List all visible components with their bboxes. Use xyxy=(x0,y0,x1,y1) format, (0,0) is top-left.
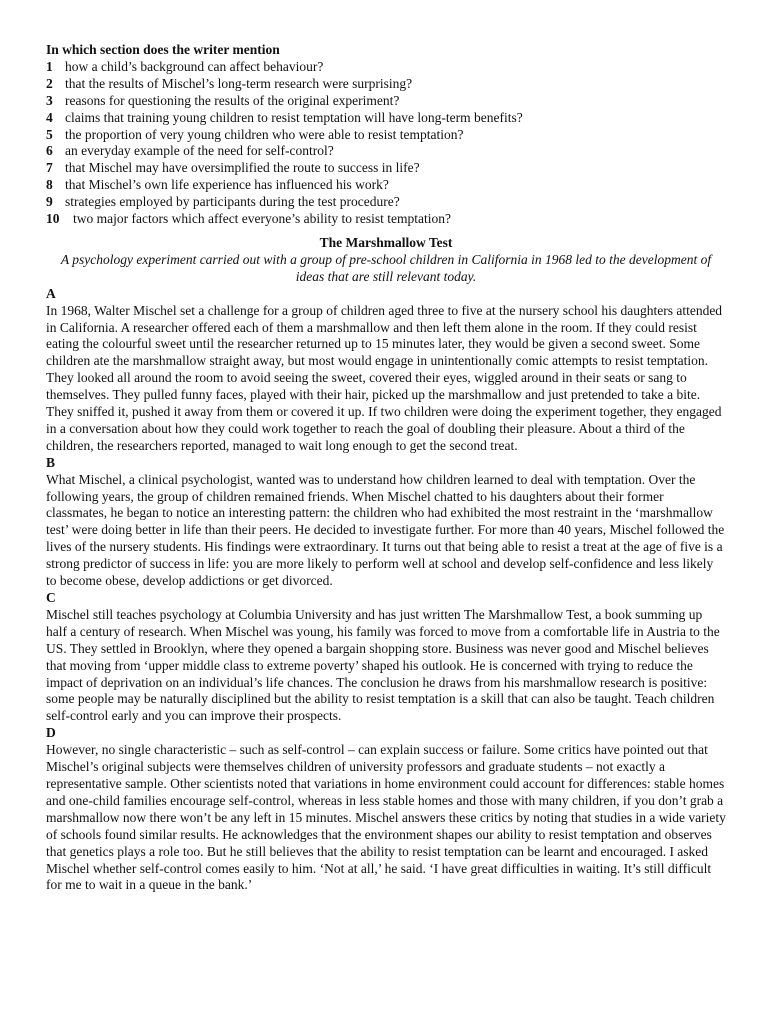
section-letter: C xyxy=(46,590,56,605)
question-item xyxy=(46,211,726,228)
question-item xyxy=(46,127,726,144)
question-number: 3 xyxy=(46,92,53,108)
article xyxy=(46,235,726,894)
question-text: how a child’s background can affect behaviour? xyxy=(65,58,324,74)
question-number: 4 xyxy=(46,109,53,125)
questions-heading: In which section does the writer mention xyxy=(46,42,280,57)
article-section-a xyxy=(46,286,726,455)
question-text: claims that training young children to resist temptation will have long-term benefits? xyxy=(65,109,523,125)
question-number: 6 xyxy=(46,143,53,159)
article-subtitle: A psychology experiment carried out with a group of pre-school children in California in 1968 led to the development of ideas that are still relevant today. xyxy=(60,251,712,284)
question-list xyxy=(46,59,726,228)
article-section-d xyxy=(46,725,726,894)
question-item xyxy=(46,110,726,127)
document-page xyxy=(46,42,726,894)
question-item xyxy=(46,93,726,110)
question-text: the proportion of very young children who were able to resist temptation? xyxy=(65,126,464,142)
question-item xyxy=(46,76,726,93)
section-letter: B xyxy=(46,454,56,470)
section-letter: A xyxy=(46,285,56,301)
question-text: strategies employed by participants during the test procedure? xyxy=(65,194,400,210)
question-text: an everyday example of the need for self-control? xyxy=(65,143,334,159)
question-text: that Mischel’s own life experience has influenced his work? xyxy=(65,177,389,193)
question-number: 7 xyxy=(46,160,53,176)
question-text: that the results of Mischel’s long-term research were surprising? xyxy=(65,75,413,91)
question-item xyxy=(46,59,726,76)
question-number: 8 xyxy=(46,177,53,193)
question-item xyxy=(46,194,726,211)
article-section-c xyxy=(46,590,726,725)
question-number: 1 xyxy=(46,58,53,74)
question-number: 2 xyxy=(46,75,53,91)
question-number: 9 xyxy=(46,194,53,210)
article-section-b xyxy=(46,455,726,590)
section-paragraph: Mischel still teaches psychology at Columbia University and has just written The Marshmallow Test, a book summing up half a century of research. When Mischel was young, his family was forced to move from a comfortable life in Austria to the US. They settled in Brooklyn, where they opened a bargain shopping store. Business was never good and Mischel believes that moving from ‘upper middle class to extreme poverty’ shaped his outlook. He is concerned with trying to reduce the impact of deprivation on an individual’s life chances. The conclusion he draws from his marshmallow research is positive: some people may be naturally disciplined but the ability to resist temptation is a skill that can also be taught. Teach children self-control early and you can improve their prospects. xyxy=(46,606,720,724)
question-block xyxy=(46,42,726,228)
article-title: The Marshmallow Test xyxy=(319,234,453,250)
section-paragraph: However, no single characteristic – such as self-control – can explain success or failure. Some critics have pointed out that Mischel’s original subjects were themselves children of university professors and graduate students – not exactly a representative sample. Other scientists noted that variations in home environment could account for differences: stable homes and one-child families encourage self-control, whereas in less stable homes and those with many children, if you don’t grab a marshmallow now there won’t be any left in 15 minutes. Mischel answers these critics by noting that studies in a wide variety of schools found similar results. He acknowledges that the environment shapes our ability to resist temptation and observes that genetics plays a role too. But he still believes that the ability to resist temptation can be learnt and encouraged. I asked Mischel whether self-control comes easily to him. ‘Not at all,’ he said. ‘I have great difficulties in waiting. It’s still difficult for me to wait in a queue in the bank.’ xyxy=(46,742,726,893)
question-text: two major factors which affect everyone’s ability to resist temptation? xyxy=(73,211,452,227)
question-text: that Mischel may have oversimplified the route to success in life? xyxy=(65,160,420,176)
question-item xyxy=(46,143,726,160)
question-item xyxy=(46,160,726,177)
section-paragraph: What Mischel, a clinical psychologist, wanted was to understand how children learned to deal with temptation. Over the following years, the group of children remained friends. When Mischel chatted to his daughters about their former classmates, he began to notice an interesting pattern: the children who had exhibited the most restraint in the ‘marshmallow test’ were doing better in life than their peers. He decided to investigate further. For more than 40 years, Mischel followed the lives of the nursery students. His findings were extraordinary. It turns out that being able to resist a treat at the age of five is a strong predictor of success in life: you are more likely to perform well at school and develop self-confidence and less likely to become obese, develop addictions or get divorced. xyxy=(46,471,725,589)
question-text: reasons for questioning the results of the original experiment? xyxy=(65,92,400,108)
section-paragraph: In 1968, Walter Mischel set a challenge for a group of children aged three to five at the nursery school his daughters attended in California. A researcher offered each of them a marshmallow and then left them alone in the room. If they could resist eating the colourful sweet until the researcher returned up to 15 minutes later, they would be given a second sweet. Some children ate the marshmallow straight away, but most would engage in unintentionally comic attempts to resist temptation. They looked all around the room to avoid seeing the sweet, covered their eyes, wiggled around in their seats or sang to themselves. They pulled funny faces, played with their hair, picked up the marshmallow and just pretended to take a bite. They sniffed it, pushed it away from them or covered it up. If two children were doing the experiment together, they engaged in a conversation about how they could work together to reach the goal of doubling their pleasure. About a third of the children, the researchers reported, managed to wait long enough to get the second treat. xyxy=(46,302,723,453)
question-item xyxy=(46,177,726,194)
question-number: 5 xyxy=(46,126,53,142)
section-letter: D xyxy=(46,725,56,741)
question-number: 10 xyxy=(46,211,60,227)
